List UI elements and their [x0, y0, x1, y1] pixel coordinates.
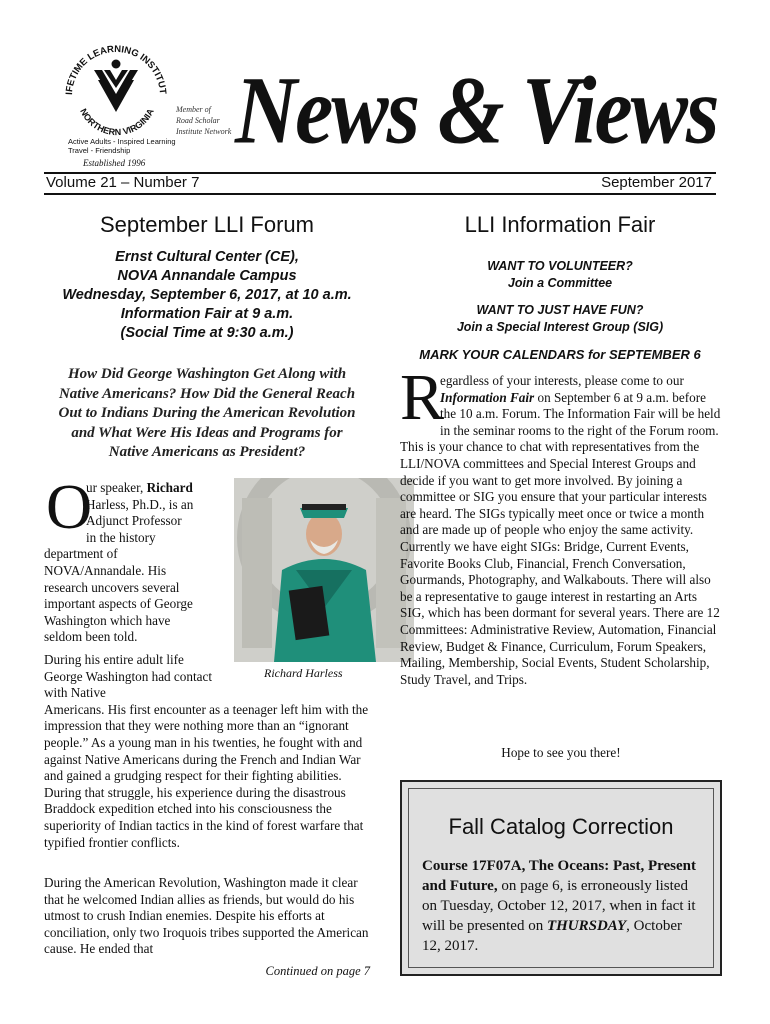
para2-rest: Americans. His first encounter as a teenager left him with the impression that they were nothing more than an “ignorant people.” As a young man in his twenties, he fought with and against Native Americans during the French and Indian War and gained a grudging respect for their fighting abilities. During that struggle, his experience during the disastrous Braddock expedition etched into his consciousness the superiority of Indian tactics in the kind of forest warfare that typified frontier conflicts. [44, 701, 369, 850]
intro-line: ur speaker, [86, 480, 147, 495]
issue-date: September 2017 [601, 174, 712, 191]
volunteer-line-1: WANT TO VOLUNTEER? [487, 259, 633, 273]
fair-title: LLI Information Fair [464, 212, 656, 237]
speaker-photo [234, 478, 414, 662]
logo-org-bottom: NORTHERN VIRGINIA [78, 106, 156, 138]
lli-logo [58, 40, 174, 140]
masthead-rule-bottom [44, 193, 716, 195]
dropcap-spacer [400, 373, 440, 423]
speaker-paragraph [44, 471, 234, 646]
fair-para-rest: on September 6 at 9 a.m. before the 10 a.m. Forum. The Information Fair will be held in the seminar rooms to the right of the Forum room. This is your chance to chat with representatives from the LLI/NOVA committees and Special Interest Groups and decide if you want to get more involved. By joining a committee or SIG you ensure that your particular interests are heard. The SIGs typically meet once or twice a month and are made up of people who enjoy the same activity. Currently we have eight SIGs: Bridge, Current Events, Favorite Books Club, Financial, French Conversation, Gourmands, Photography, and Walkabouts. There will also be a representative to gauge interest in restarting an Arts SIG, which has been dormant for several years. There are 12 Committees: Administrative Review, Automation, Financial Review, Budget & Finance, Curriculum, Forum Speakers, Mailing, Membership, Social Events, Student Scholarship, Study Travel, and Trips. [400, 389, 721, 687]
volunteer-line-2: Join a Committee [507, 276, 613, 290]
forum-section [44, 210, 370, 463]
intro-line: in the history [86, 529, 156, 545]
svg-text:LIFETIME LEARNING INSTITUTE [58, 40, 168, 95]
correction-box [400, 780, 722, 976]
fun-line-2: Join a Special Interest Group (SIG) [456, 320, 664, 334]
correction-day: THURSDAY [546, 918, 627, 934]
tagline: Active Adults - Inspired Learning Travel - Friendship [68, 137, 176, 155]
member-line-1: Member of [176, 105, 211, 114]
correction-course: Course 17F07A, The Oceans: Past, Present and Future, [422, 858, 696, 894]
forum-detail-line: NOVA Annandale Campus [117, 268, 297, 284]
forum-title: September LLI Forum [100, 212, 314, 237]
established: Established 1996 [83, 158, 146, 168]
issue-number: Volume 21 – Number 7 [46, 174, 200, 191]
svg-text:NORTHERN VIRGINIA [78, 107, 156, 138]
member-line-2: Road Scholar [176, 116, 220, 125]
forum-detail-line: Information Fair at 9 a.m. [120, 306, 294, 322]
correction-text-2: , October 12, 2017. [422, 918, 682, 954]
forum-dropcap: O [46, 471, 93, 542]
intro-line: Adjunct Professor [86, 513, 182, 529]
forum-detail-line: Ernst Cultural Center (CE), [115, 249, 299, 265]
para2-head: During his entire adult life George Washington had contact with Native [44, 652, 213, 701]
fair-paragraph [400, 373, 722, 688]
lli-logo-emblem [58, 40, 174, 140]
member-line-3: Institute Network [176, 127, 232, 136]
speaker-photo-image [234, 478, 414, 662]
fun-line-1: WANT TO JUST HAVE FUN? [476, 303, 644, 317]
speaker-first-name: Richard [146, 480, 193, 495]
correction-text-1: on page 6, is erroneously listed on Tuesday, October 12, 2017, when in fact it will be presented on [422, 878, 696, 934]
photo-caption: Richard Harless [264, 666, 343, 680]
logo-org-top: IFETIME LEARNING INSTITUT [64, 43, 169, 96]
fair-name: Information Fair [440, 389, 535, 405]
correction-title: Fall Catalog Correction [448, 814, 674, 839]
intro-rest: department of NOVA/Annandale. His research uncovers several important aspects of George Washington which have seldom been told. [44, 546, 193, 645]
continued-link[interactable]: Continued on page 7 [265, 964, 370, 978]
newsletter-title: News & Views [235, 56, 718, 164]
forum-paragraph-3: During the American Revolution, Washington made it clear that he welcomed Indian allies as friends, but would do his utmost to crush Indian enemies. Despite his efforts at conciliation, only two Iroquois tribes supported the American cause. He ended that [44, 875, 369, 957]
correction-text [422, 856, 704, 956]
forum-detail-line: Wednesday, September 6, 2017, at 10 a.m. [62, 287, 352, 303]
forum-details [44, 248, 370, 343]
mark-calendars: MARK YOUR CALENDARS for SEPTEMBER 6 [419, 347, 701, 362]
hope-line: Hope to see you there! [501, 745, 621, 760]
fair-dropcap: R [400, 361, 445, 434]
forum-paragraph-2 [44, 652, 370, 851]
fair-para-lead: egardless of your interests, please come to our [440, 373, 684, 388]
intro-line: Harless, Ph.D., is an [86, 496, 194, 512]
fair-section [398, 210, 722, 363]
forum-detail-line: (Social Time at 9:30 a.m.) [120, 325, 294, 341]
forum-question: How Did George Washington Get Along with Native Americans? How Did the General Reach Out to Indians During the American Revolution and What Were His Ideas and Programs for Native Americans as President? [58, 366, 356, 460]
